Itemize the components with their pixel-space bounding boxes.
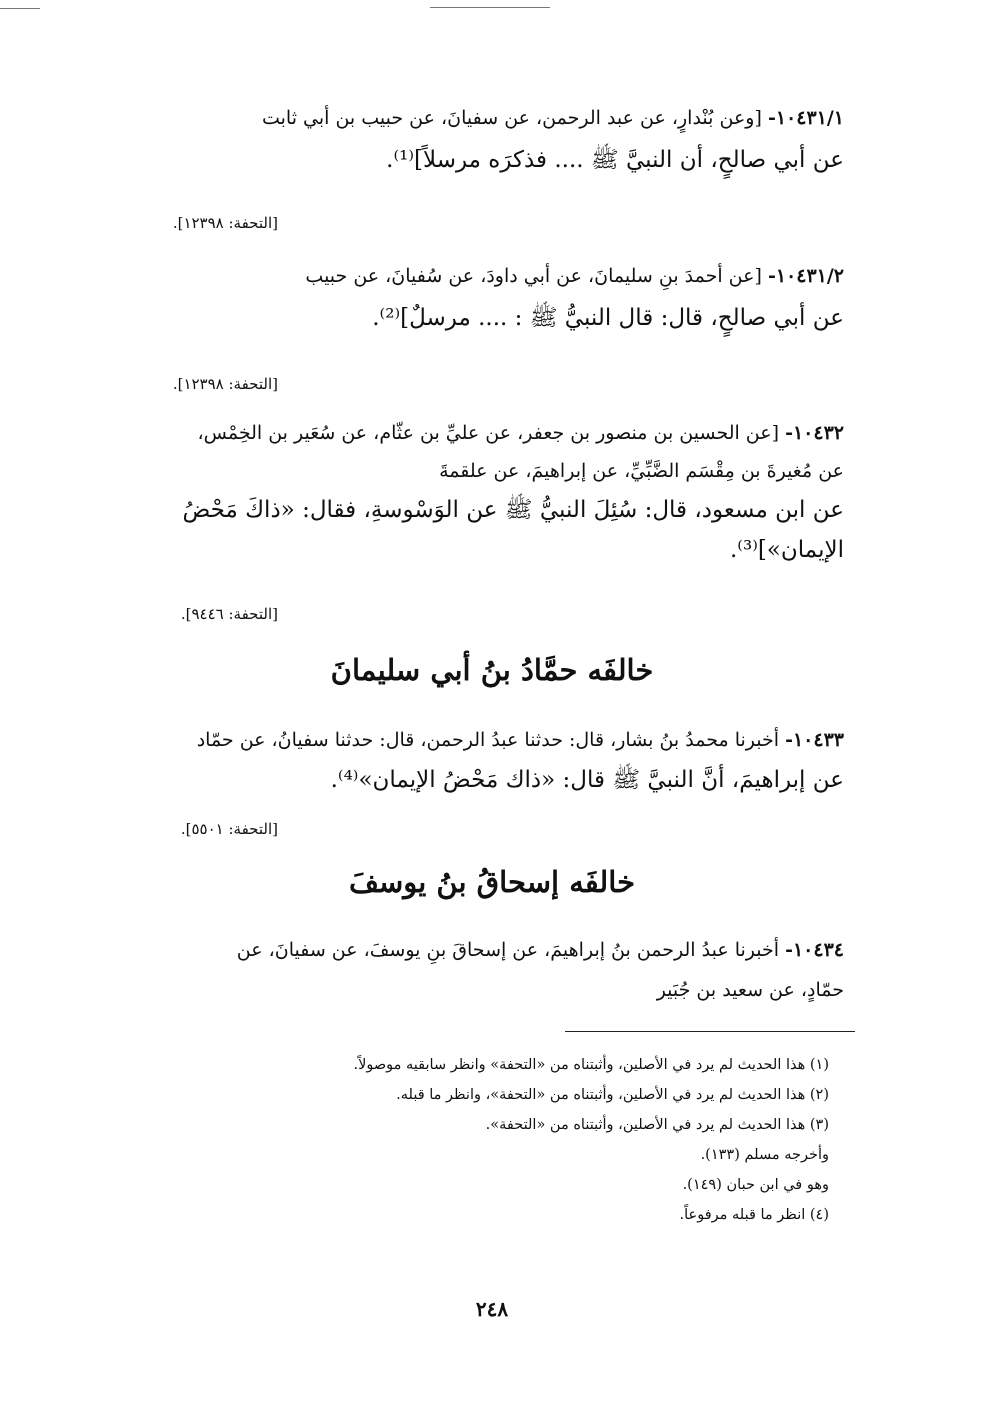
hadith-10431-1 — [134, 100, 844, 184]
hadith-text: أخبرنا عبدُ الرحمن بنُ إبراهيمَ، عن إسحاقَ بنِ يوسفَ، عن سفيانَ، عن — [236, 939, 780, 961]
footnote: وهو في ابن حبان (١٤٩). — [682, 1177, 829, 1193]
footnote: (١) هذا الحديث لم يرد في الأصلين، وأثبتناه من «التحفة» وانظر سابقيه موصولاً. — [353, 1057, 829, 1073]
hadith-text: [وعن بُنْدارٍ، عن عبد الرحمن، عن سفيانَ، عن حبيب بن أبي ثابت — [261, 107, 762, 129]
hadith-10431-2 — [134, 258, 844, 342]
hadith-text: أخبرنا محمدُ بنُ بشار، قال: حدثنا عبدُ الرحمن، قال: حدثنا سفيانُ، عن حمّاد — [196, 729, 780, 751]
footnotes — [269, 1050, 829, 1230]
hadith-10433 — [134, 722, 844, 802]
hadith-number: ١٠٤٣٤- — [785, 939, 844, 961]
hadith-text: عن ابن مسعود، قال: سُئِلَ النبيُّ ﷺ عن الوَسْوسةِ، فقال: «ذاكَ مَحْضُ — [182, 497, 844, 523]
hadith-text: [عن أحمدَ بنِ سليمانَ، عن أبي داودَ، عن سُفيانَ، عن حبيب — [305, 265, 762, 287]
hadith-number: ١٠٤٣١/٢- — [767, 265, 844, 287]
scan-mark-center — [430, 7, 550, 8]
hadith-10434 — [134, 930, 844, 1010]
footnote: وأخرجه مسلم (١٣٣). — [700, 1147, 829, 1163]
hadith-text: عن أبي صالحٍ، أن النبيَّ ﷺ .... فذكرَه مرسلاً]⁽¹⁾. — [386, 147, 844, 173]
scan-edge — [0, 0, 984, 20]
section-heading: خالفَه إسحاقُ بنُ يوسفَ — [348, 865, 636, 899]
hadith-text: عن إبراهيمَ، أنَّ النبيَّ ﷺ قال: «ذاك مَحْضُ الإيمان»⁽⁴⁾. — [330, 767, 844, 793]
hadith-number: ١٠٤٣٣- — [785, 729, 844, 751]
hadith-line — [134, 930, 844, 970]
hadith-text: حمّادٍ، عن سعيد بن جُبَير — [656, 979, 844, 1001]
footnote-separator — [565, 1031, 855, 1032]
scan-mark-left — [0, 8, 40, 9]
tuhfa-reference: [التحفة: ٩٤٤٦]. — [180, 605, 278, 623]
hadith-line — [134, 258, 844, 294]
tuhfa-reference: [التحفة: ٥٥٠١]. — [180, 820, 278, 838]
hadith-number: ١٠٤٣٢- — [785, 422, 844, 444]
hadith-text: الإيمان»]⁽³⁾. — [729, 537, 844, 563]
footnote: (٣) هذا الحديث لم يرد في الأصلين، وأثبتناه من «التحفة». — [485, 1117, 829, 1133]
hadith-line — [134, 100, 844, 136]
hadith-text: [عن الحسين بن منصور بن جعفر، عن عليِّ بن عثّام، عن سُعَير بن الخِمْس، — [197, 422, 780, 444]
section-heading: خالفَه حمَّادُ بنُ أبي سليمانَ — [330, 653, 654, 687]
hadith-text: عن أبي صالحٍ، قال: قال النبيُّ ﷺ : .... مرسلٌ]⁽²⁾. — [372, 305, 844, 331]
hadith-number: ١٠٤٣١/١- — [767, 107, 844, 129]
page-number: ٢٤٨ — [475, 1297, 509, 1321]
hadith-line — [134, 722, 844, 758]
footnote: (٢) هذا الحديث لم يرد في الأصلين، وأثبتناه من «التحفة»، وانظر ما قبله. — [396, 1087, 829, 1103]
tuhfa-reference: [التحفة: ١٢٣٩٨]. — [172, 375, 278, 393]
hadith-text: عن مُغيرةَ بن مِقْسَم الضَّبِّيِّ، عن إبراهيمَ، عن علقمةَ — [439, 460, 844, 482]
tuhfa-reference: [التحفة: ١٢٣٩٨]. — [172, 214, 278, 232]
hadith-line — [134, 414, 844, 452]
hadith-10432 — [134, 414, 844, 570]
footnote: (٤) انظر ما قبله مرفوعاً. — [679, 1207, 829, 1223]
